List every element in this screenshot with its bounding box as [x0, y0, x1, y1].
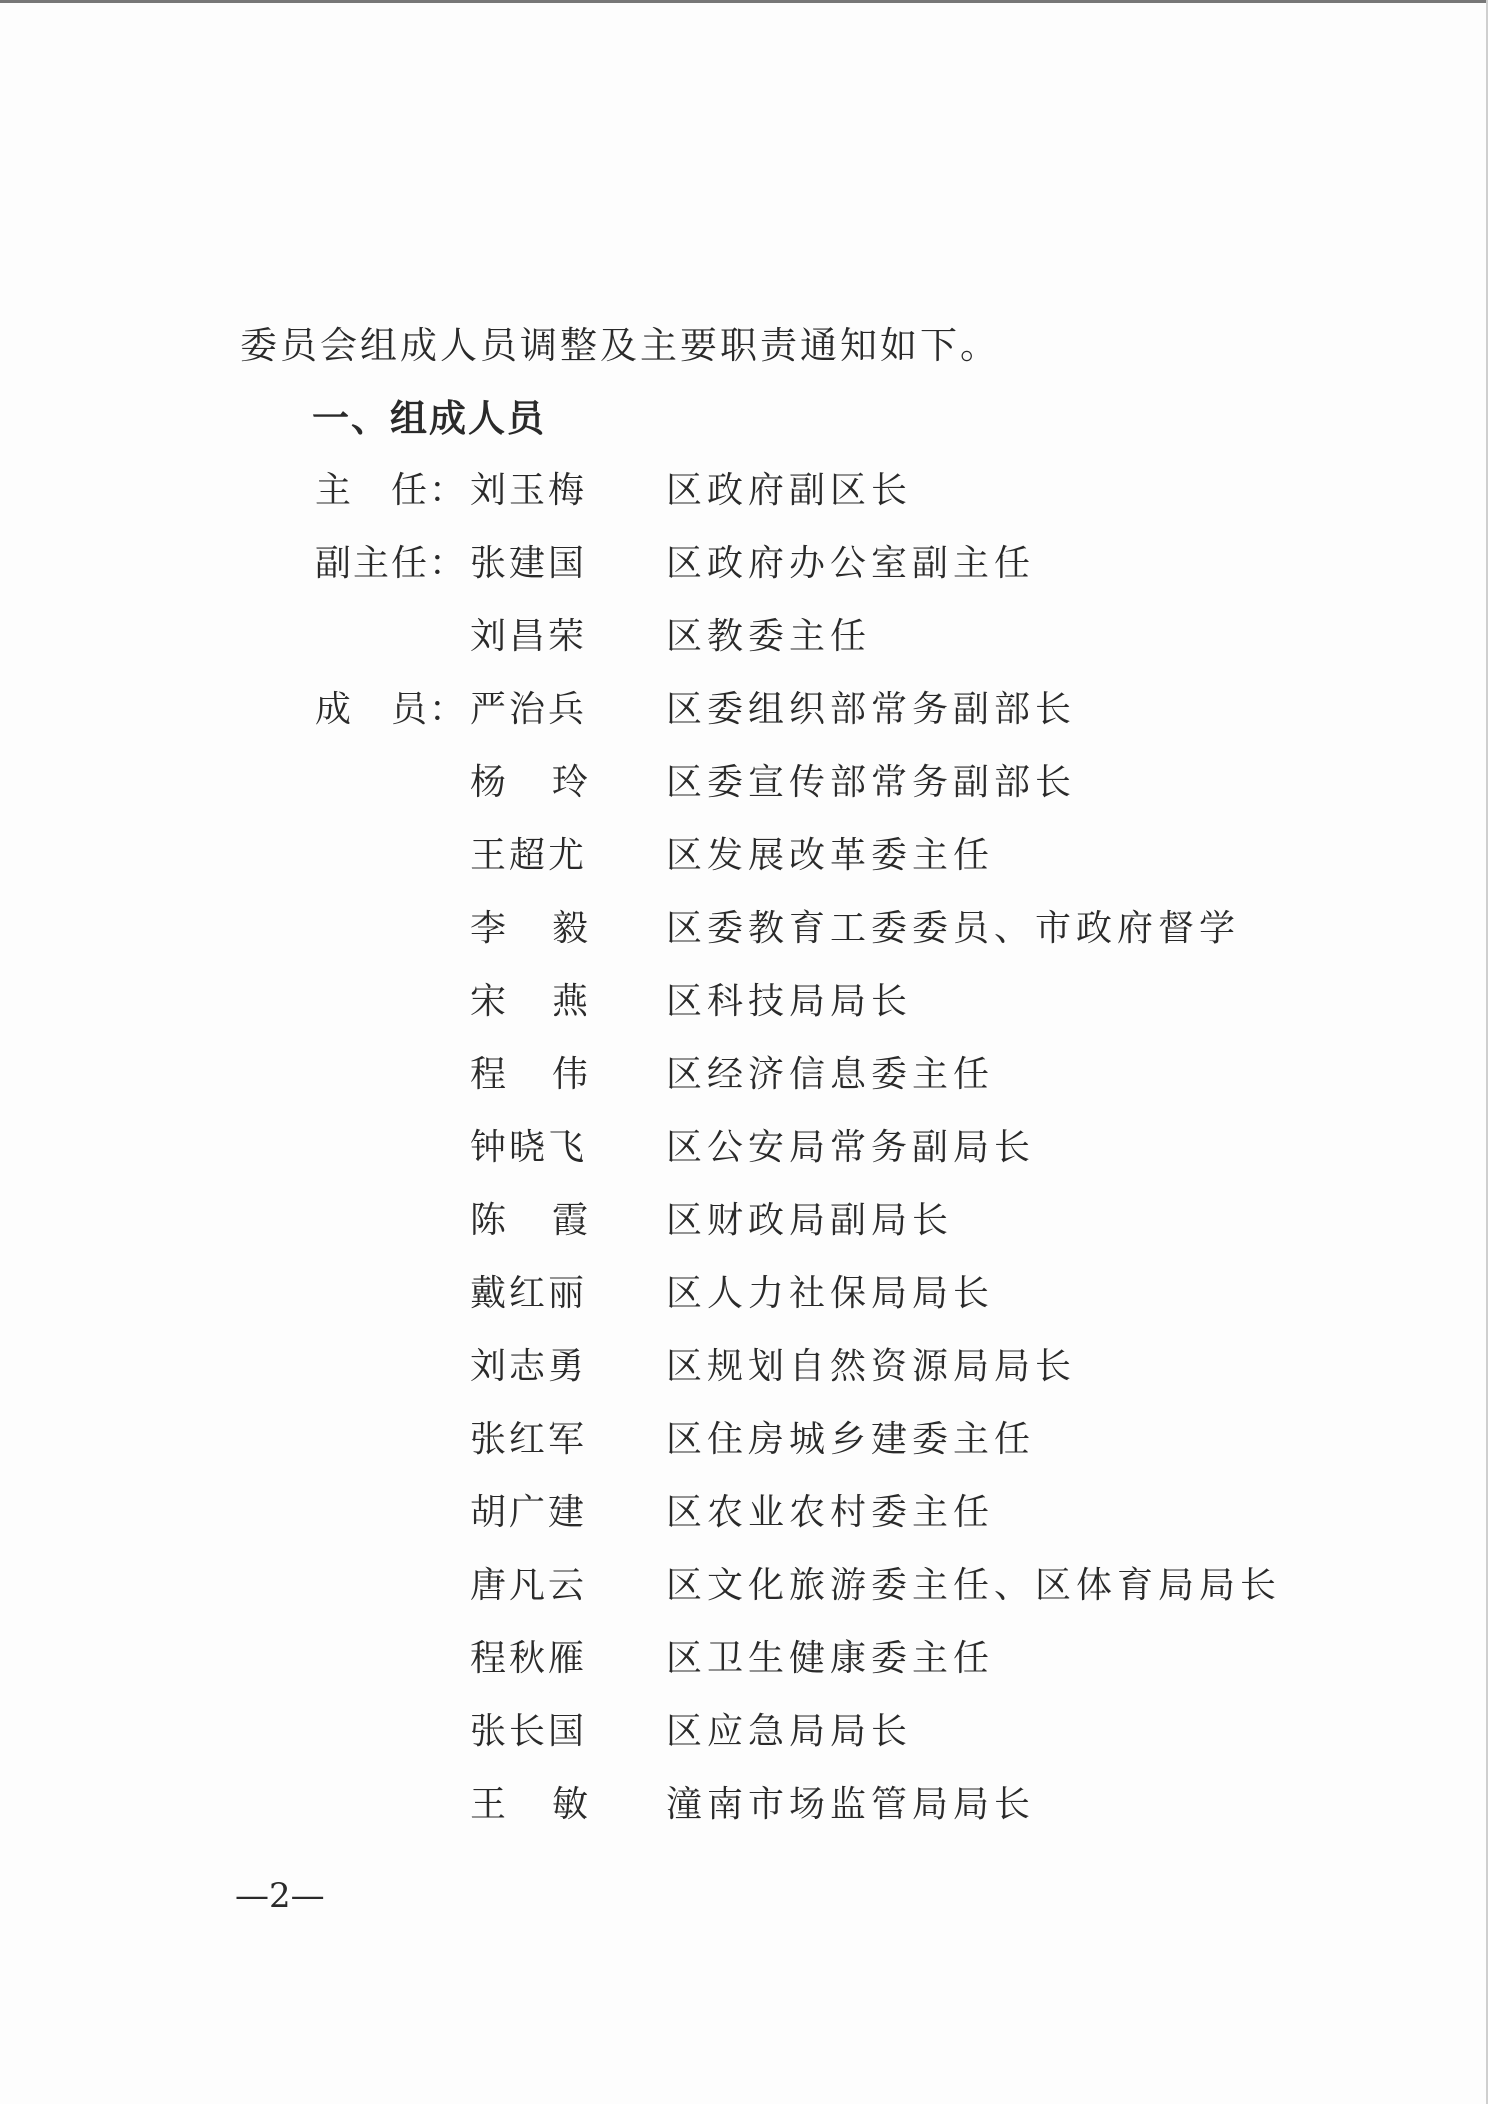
member-name: 宋 燕 — [470, 981, 588, 1022]
member-duty: 区委教育工委委员、市政府督学 — [666, 908, 1241, 949]
member-duty: 区公安局常务副局长 — [666, 1127, 1036, 1168]
member-row — [0, 1411, 1488, 1461]
member-name: 程秋雁 — [470, 1638, 588, 1679]
member-row — [0, 754, 1488, 804]
member-name: 张建国 — [470, 543, 588, 584]
scan-top-edge — [0, 0, 1488, 3]
member-row — [0, 535, 1488, 585]
member-name: 钟晓飞 — [470, 1127, 588, 1168]
member-row — [0, 973, 1488, 1023]
member-duty: 区政府办公室副主任 — [666, 543, 1036, 584]
member-name: 杨 玲 — [470, 762, 588, 803]
member-duty: 区农业农村委主任 — [666, 1492, 995, 1533]
member-row — [0, 462, 1488, 512]
member-row — [0, 1484, 1488, 1534]
member-name: 王超尤 — [470, 835, 588, 876]
member-duty: 区人力社保局局长 — [666, 1273, 995, 1314]
member-duty: 区科技局局长 — [666, 981, 913, 1022]
member-name: 戴红丽 — [470, 1273, 588, 1314]
member-row — [0, 1776, 1488, 1826]
member-duty: 潼南市场监管局局长 — [666, 1784, 1036, 1825]
member-duty: 区应急局局长 — [666, 1711, 913, 1752]
member-row — [0, 1192, 1488, 1242]
member-row — [0, 1265, 1488, 1315]
intro-line: 委员会组成人员调整及主要职责通知如下。 — [240, 324, 1000, 367]
member-row — [0, 608, 1488, 658]
member-name: 王 敏 — [470, 1784, 588, 1825]
member-row — [0, 681, 1488, 731]
member-duty: 区委宣传部常务副部长 — [666, 762, 1077, 803]
member-role: 主 任： — [315, 470, 468, 511]
member-row — [0, 827, 1488, 877]
member-row — [0, 1119, 1488, 1169]
member-duty: 区卫生健康委主任 — [666, 1638, 995, 1679]
member-row — [0, 1630, 1488, 1680]
member-role: 成 员： — [315, 689, 468, 730]
member-duty: 区教委主任 — [666, 616, 872, 657]
member-duty: 区政府副区长 — [666, 470, 913, 511]
member-row — [0, 900, 1488, 950]
member-name: 陈 霞 — [470, 1200, 588, 1241]
member-duty: 区发展改革委主任 — [666, 835, 995, 876]
member-row — [0, 1703, 1488, 1753]
member-duty: 区文化旅游委主任、区体育局局长 — [666, 1565, 1282, 1606]
member-name: 刘志勇 — [470, 1346, 588, 1387]
member-row — [0, 1046, 1488, 1096]
member-name: 刘玉梅 — [470, 470, 588, 511]
member-name: 胡广建 — [470, 1492, 588, 1533]
member-duty: 区经济信息委主任 — [666, 1054, 995, 1095]
member-name: 张长国 — [470, 1711, 588, 1752]
member-row — [0, 1338, 1488, 1388]
member-name: 程 伟 — [470, 1054, 588, 1095]
member-row — [0, 1557, 1488, 1607]
member-name: 张红军 — [470, 1419, 588, 1460]
member-duty: 区规划自然资源局局长 — [666, 1346, 1077, 1387]
member-name: 唐凡云 — [470, 1565, 588, 1606]
member-name: 李 毅 — [470, 908, 588, 949]
member-name: 刘昌荣 — [470, 616, 588, 657]
section-heading: 一、组成人员 — [312, 397, 546, 440]
page-number: —2— — [235, 1876, 325, 1916]
member-role: 副主任： — [315, 543, 468, 584]
member-duty: 区委组织部常务副部长 — [666, 689, 1077, 730]
member-name: 严治兵 — [470, 689, 588, 730]
member-duty: 区住房城乡建委主任 — [666, 1419, 1036, 1460]
member-duty: 区财政局副局长 — [666, 1200, 954, 1241]
